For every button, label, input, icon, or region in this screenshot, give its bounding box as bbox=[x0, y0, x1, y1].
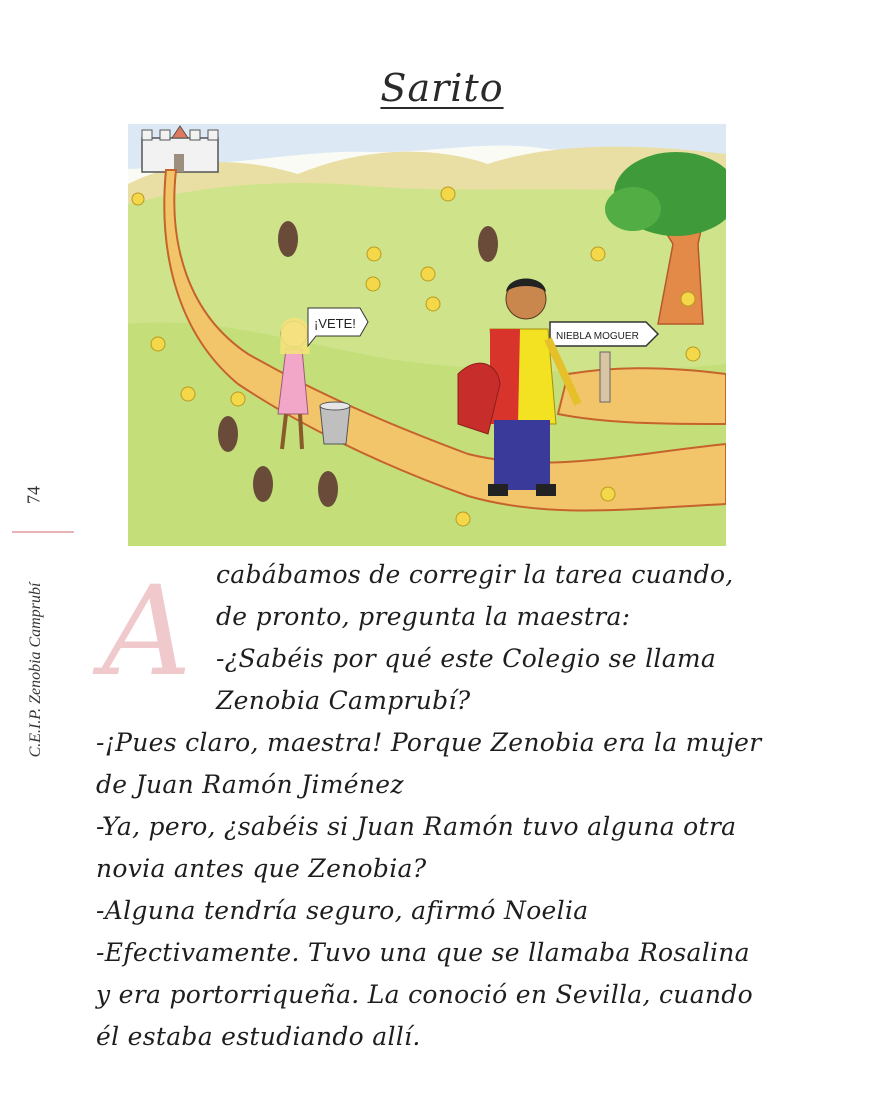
speech-bubble-text: ¡VETE! bbox=[314, 316, 356, 331]
child-drawing-illustration bbox=[128, 124, 726, 546]
page-title bbox=[0, 66, 884, 110]
page-number-text: 74 bbox=[23, 486, 44, 504]
text-line: Zenobia Camprubí? bbox=[216, 686, 471, 715]
text-line: novia antes que Zenobia? bbox=[96, 854, 427, 883]
side-divider bbox=[12, 531, 74, 533]
page-number bbox=[22, 480, 46, 510]
text-line: -Ya, pero, ¿sabéis si Juan Ramón tuvo alguna otra bbox=[96, 812, 737, 841]
text-line: -Alguna tendría seguro, afirmó Noelia bbox=[96, 896, 589, 925]
bucket bbox=[320, 402, 350, 444]
title-text: Sarito bbox=[380, 66, 504, 110]
text-line: y era portorriqueña. La conoció en Sevilla, cuando bbox=[96, 980, 753, 1009]
school-name-vertical bbox=[26, 582, 46, 758]
text-line: él estaba estudiando allí. bbox=[96, 1022, 421, 1051]
drop-cap: A bbox=[102, 560, 192, 704]
text-line: -Efectivamente. Tuvo una que se llamaba Rosalina bbox=[96, 938, 750, 967]
text-line: cabábamos de corregir la tarea cuando, bbox=[216, 560, 734, 589]
text-line: -¿Sabéis por qué este Colegio se llama bbox=[216, 644, 717, 673]
text-line: de pronto, pregunta la maestra: bbox=[216, 602, 631, 631]
text-line: de Juan Ramón Jiménez bbox=[96, 770, 404, 799]
sign-text: NIEBLA MOGUER bbox=[556, 331, 639, 342]
school-name-text: C.E.I.P. Zenobia Camprubí bbox=[27, 582, 44, 758]
text-line: -¡Pues claro, maestra! Porque Zenobia era la mujer bbox=[96, 728, 762, 757]
